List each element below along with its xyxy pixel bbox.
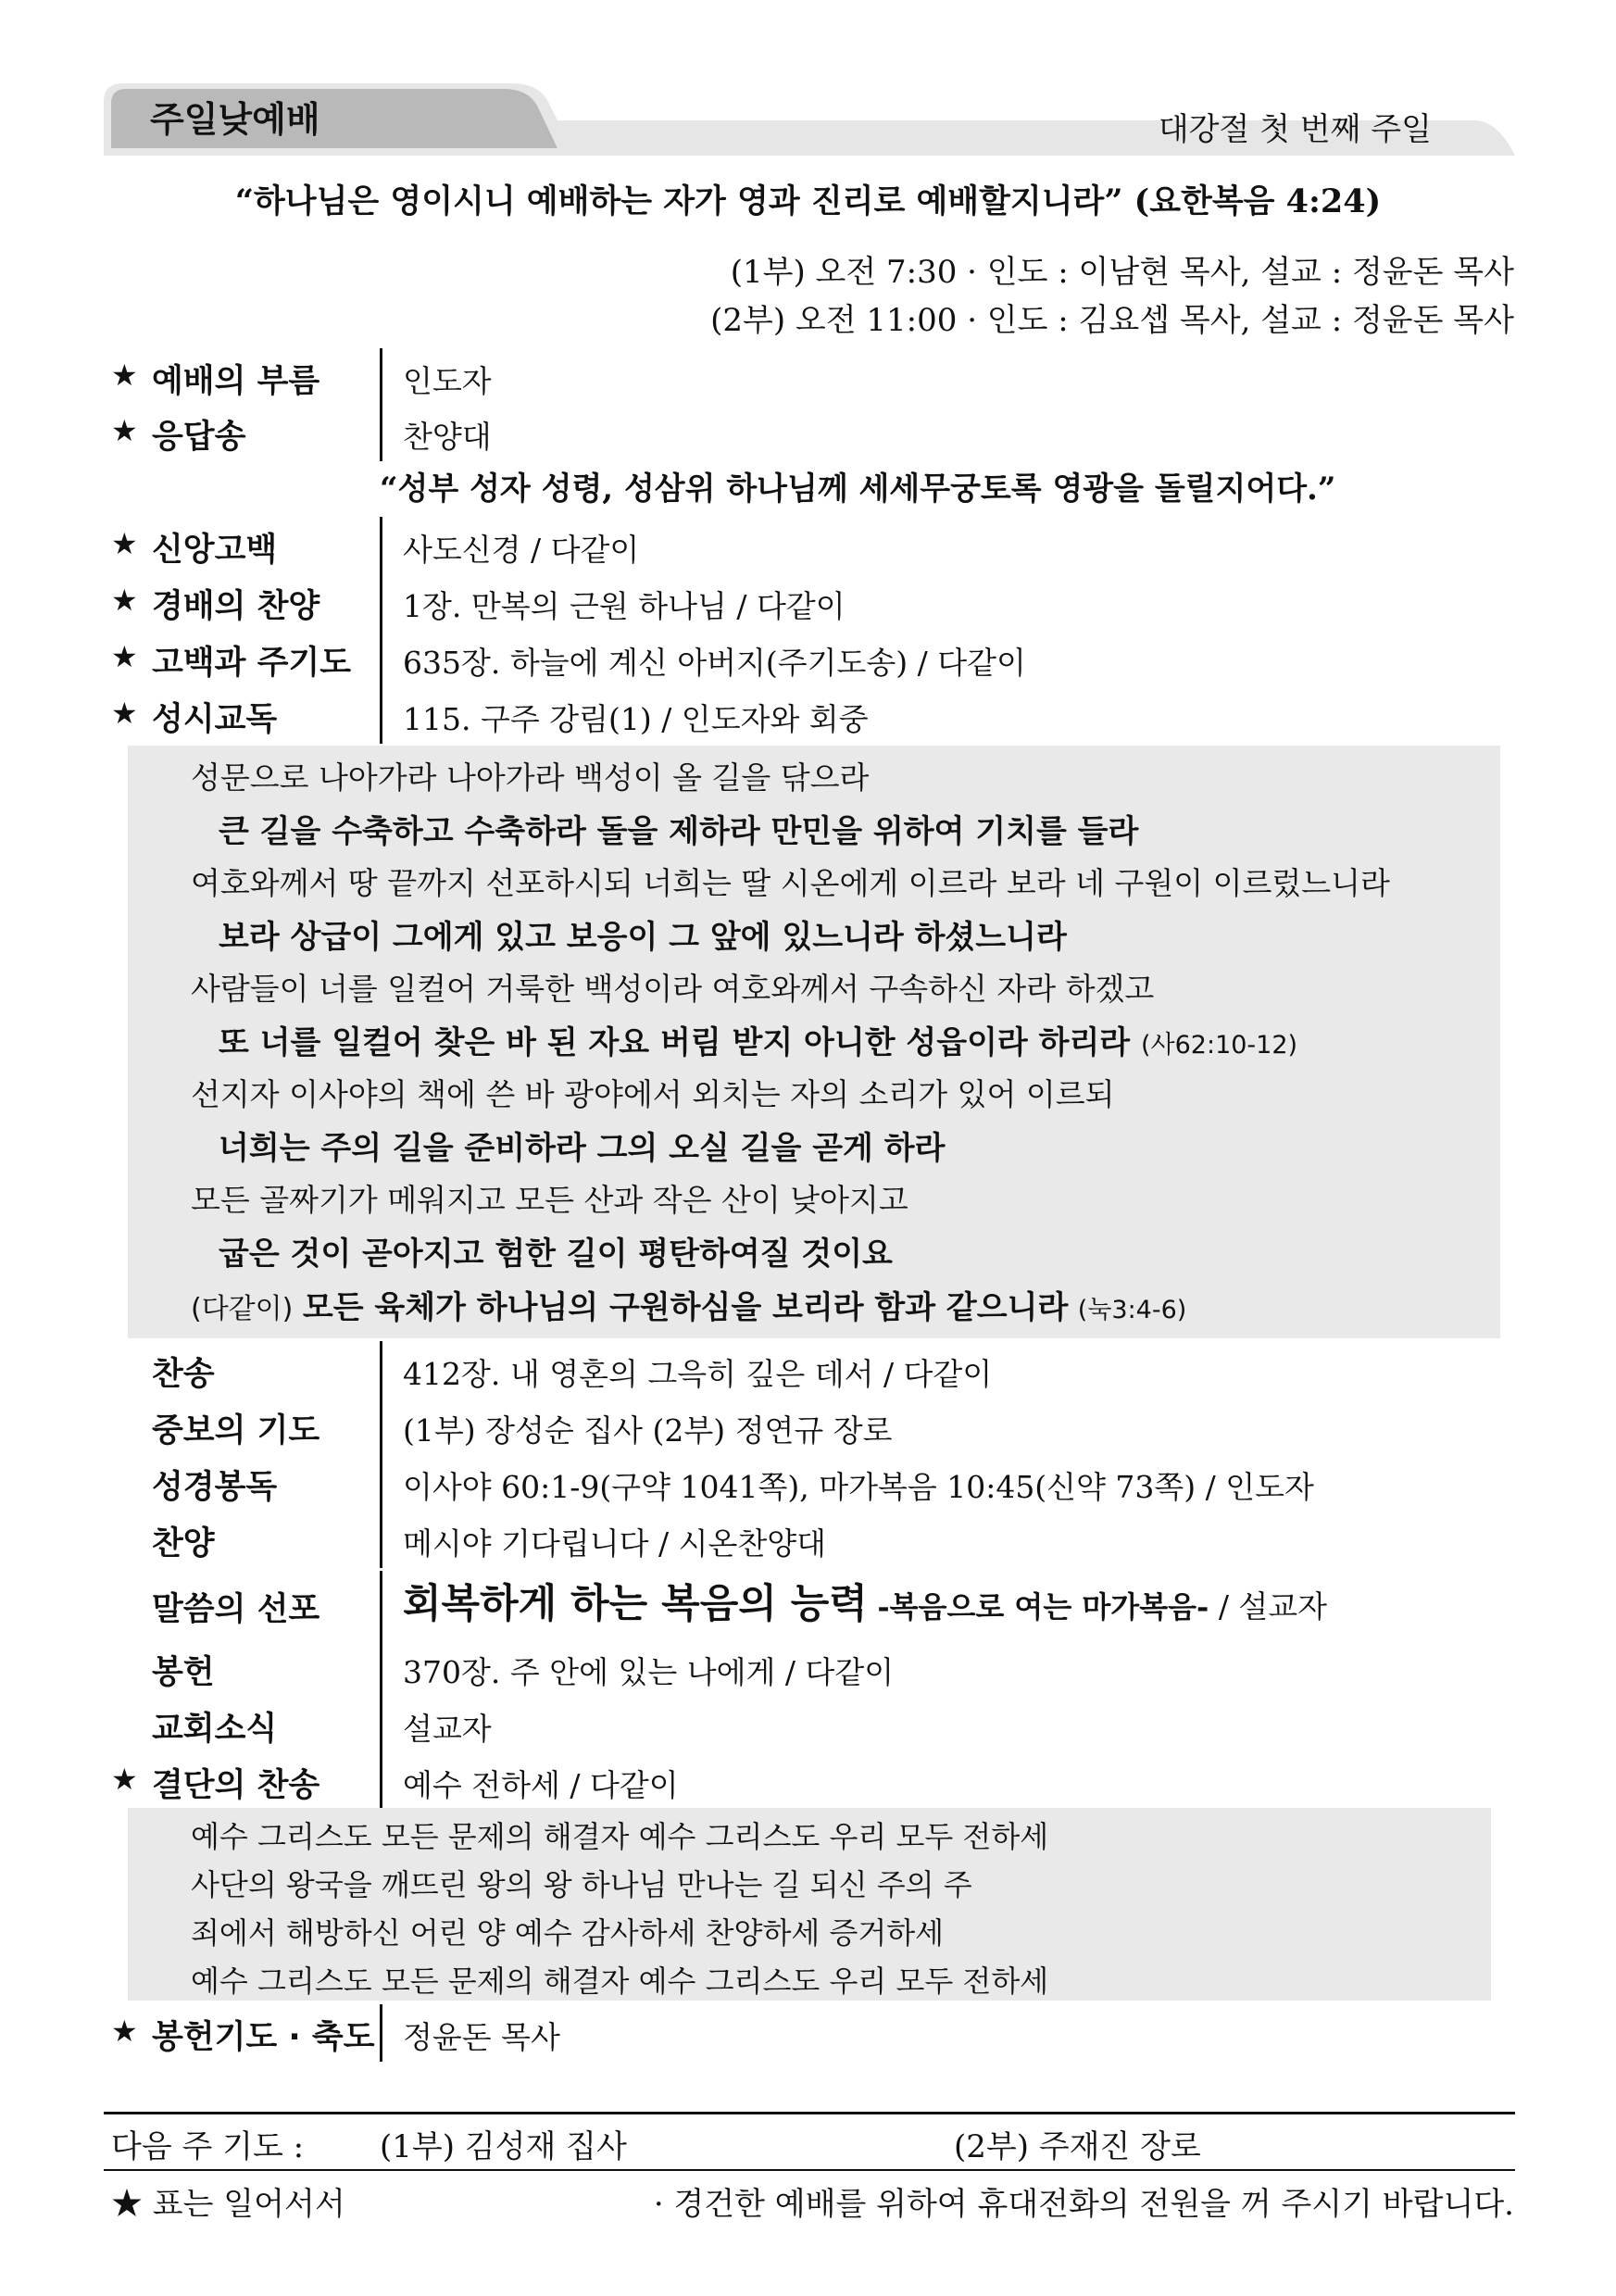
order-value: 이사야 60:1-9(구약 1041쪽), 마가복음 10:45(신약 73쪽) / 인도자 [403, 1469, 1314, 1505]
order-value: 370장. 주 안에 있는 나에게 / 다같이 [403, 1654, 895, 1690]
separator [380, 1696, 382, 1753]
order-row-decision-hymn [111, 1756, 1519, 1808]
separator [380, 1511, 382, 1568]
order-row-responsive-reading [111, 690, 1519, 742]
order-row-intercession [111, 1401, 1519, 1453]
order-row-benediction [111, 2008, 1519, 2060]
leader-line-1: (1부) 오전 7:30 · 인도 : 이남현 목사, 설교 : 정윤돈 목사 [730, 254, 1514, 291]
reading-line: 큰 길을 수축하고 수축하라 돌을 제하라 만민을 위하여 기치를 들라 [219, 813, 1139, 850]
star-icon: ★ [111, 2014, 138, 2049]
star-icon: ★ [111, 639, 138, 674]
theme-verse: “하나님은 영이시니 예배하는 자가 영과 진리로 예배할지니라” (요한복음 4:24) [234, 182, 1382, 220]
separator [380, 1571, 382, 1639]
order-value: 1장. 만복의 근원 하나님 / 다같이 [403, 588, 846, 624]
order-label: 응답송 [152, 419, 246, 456]
separator [380, 1752, 382, 1810]
separator [380, 2004, 382, 2062]
sermon-line [403, 1573, 1327, 1629]
order-row-offering [111, 1643, 1519, 1695]
reading-line: 사람들이 너를 일컬어 거룩한 백성이라 여호와께서 구속하신 자라 하겠고 [191, 971, 1155, 1007]
order-row-praise [111, 577, 1519, 629]
order-row-call-to-worship [111, 352, 1519, 404]
star-icon: ★ [111, 526, 138, 561]
order-label: 말씀의 선포 [152, 1591, 320, 1628]
next-week-label: 다음 주 기도 : [111, 2128, 305, 2165]
reading-line: 보라 상급이 그에게 있고 보응이 그 앞에 있느니라 하셨느니라 [219, 919, 1067, 956]
sermon-subtitle: -복음으로 여는 마가복음- [877, 1589, 1209, 1625]
reading-line: 성문으로 나아가라 나아가라 백성이 올 길을 닦으라 [191, 759, 870, 796]
order-label: 중보의 기도 [152, 1412, 320, 1449]
lyric-line: 죄에서 해방하신 어린 양 예수 감사하세 찬양하세 증거하세 [191, 1915, 945, 1951]
order-label: 고백과 주기도 [152, 645, 352, 682]
star-icon: ★ [111, 696, 138, 731]
order-label: 봉헌기도 · 축도 [152, 2019, 375, 2056]
separator [380, 1341, 382, 1399]
order-value: 635장. 하늘에 계신 아버지(주기도송) / 다같이 [403, 645, 1026, 681]
order-value: 찬양대 [403, 419, 492, 455]
order-value: (1부) 장성순 집사 (2부) 정연규 장로 [403, 1412, 893, 1449]
stand-note: ★ 표는 일어서서 [111, 2186, 345, 2223]
star-icon: ★ [111, 1762, 138, 1797]
separator [380, 348, 382, 406]
order-row-scripture [111, 1458, 1519, 1510]
scripture-reference: (사62:10-12) [1141, 1031, 1298, 1060]
order-value: 인도자 [403, 363, 492, 399]
order-label: 결단의 찬송 [152, 1767, 320, 1804]
star-icon: ★ [111, 583, 138, 618]
order-value: 412장. 내 영혼의 그윽히 깊은 데서 / 다같이 [403, 1356, 993, 1392]
order-label: 교회소식 [152, 1711, 278, 1748]
order-value: 설교자 [403, 1711, 492, 1747]
footer-rule-top [104, 2112, 1515, 2114]
reading-text: 또 너를 일컬어 찾은 바 된 자요 버림 받지 아니한 성읍이라 하리라 [219, 1024, 1131, 1061]
next-week-first: (1부) 김성재 집사 [380, 2128, 627, 2165]
doxology-text: “성부 성자 성령, 성삼위 하나님께 세세무궁토록 영광을 돌릴지어다.” [380, 470, 1336, 508]
reading-line: 너희는 주의 길을 준비하라 그의 오실 길을 곧게 하라 [219, 1130, 946, 1167]
star-icon: ★ [111, 358, 138, 393]
order-value: 115. 구주 강림(1) / 인도자와 회중 [403, 701, 869, 737]
star-icon: ★ [111, 413, 138, 448]
reading-line: 선지자 이사야의 책에 쓴 바 광야에서 외치는 자의 소리가 있어 이르되 [191, 1076, 1115, 1112]
order-row-response [111, 408, 1519, 459]
order-label: 경배의 찬양 [152, 588, 320, 625]
separator [380, 404, 382, 461]
service-subtitle: 대강절 첫 번째 주일 [1158, 111, 1432, 148]
order-label: 찬송 [152, 1356, 215, 1393]
order-row-hymn [111, 1345, 1519, 1397]
order-value: 정윤돈 목사 [403, 2019, 560, 2055]
order-label: 신앙고백 [152, 532, 278, 569]
order-label: 봉헌 [152, 1654, 215, 1691]
lyric-line: 예수 그리스도 모든 문제의 해결자 예수 그리스도 우리 모두 전하세 [191, 1819, 1049, 1854]
separator [380, 686, 382, 744]
separator [380, 1398, 382, 1455]
separator [380, 1639, 382, 1697]
sermon-title: 회복하게 하는 복음의 능력 [403, 1581, 868, 1627]
scripture-reference: (눅3:4-6) [1077, 1296, 1187, 1324]
reading-text: 모든 육체가 하나님의 구원하심을 보리라 함과 같으니라 [302, 1289, 1069, 1326]
separator [380, 517, 382, 574]
lyric-line: 예수 그리스도 모든 문제의 해결자 예수 그리스도 우리 모두 전하세 [191, 1964, 1049, 1999]
header-bar [104, 83, 1515, 156]
reading-line: 모든 골짜기가 메워지고 모든 산과 작은 산이 낮아지고 [191, 1182, 908, 1218]
reading-line-all [191, 1282, 1186, 1327]
order-label: 성경봉독 [152, 1469, 278, 1506]
separator [380, 630, 382, 687]
order-label: 성시교독 [152, 701, 278, 738]
reading-line: 여호와께서 땅 끝까지 선포하시되 너희는 딸 시온에게 이르라 보라 네 구원이 이르렀느니라 [191, 865, 1390, 901]
next-week-second: (2부) 주재진 장로 [954, 2128, 1201, 2165]
order-label: 예배의 부름 [152, 363, 320, 400]
order-row-announcements [111, 1700, 1519, 1751]
reading-prefix: (다같이) [191, 1293, 294, 1325]
order-row-creed [111, 521, 1519, 572]
reading-line: 굽은 것이 곧아지고 험한 길이 평탄하여질 것이요 [219, 1236, 893, 1273]
order-value: 사도신경 / 다같이 [403, 532, 640, 568]
order-row-anthem [111, 1514, 1519, 1566]
reading-line [219, 1017, 1297, 1062]
lyric-line: 사단의 왕국을 깨뜨린 왕의 왕 하나님 만나는 길 되신 주의 주 [191, 1867, 972, 1902]
service-name: 주일낮예배 [150, 99, 320, 140]
order-label: 찬양 [152, 1525, 215, 1562]
order-value: 예수 전하세 / 다같이 [403, 1767, 679, 1803]
phone-note: · 경건한 예배를 위하여 휴대전화의 전원을 꺼 주시기 바랍니다. [653, 2186, 1514, 2223]
separator [380, 1454, 382, 1512]
separator [380, 573, 382, 631]
order-value: 메시야 기다립니다 / 시온찬양대 [403, 1525, 827, 1562]
footer-rule-bottom [104, 2169, 1515, 2171]
order-row-sermon [111, 1573, 1519, 1637]
sermon-preacher: / 설교자 [1218, 1588, 1328, 1625]
leader-line-2: (2부) 오전 11:00 · 인도 : 김요셉 목사, 설교 : 정윤돈 목사 [710, 302, 1514, 339]
order-row-confession [111, 634, 1519, 685]
